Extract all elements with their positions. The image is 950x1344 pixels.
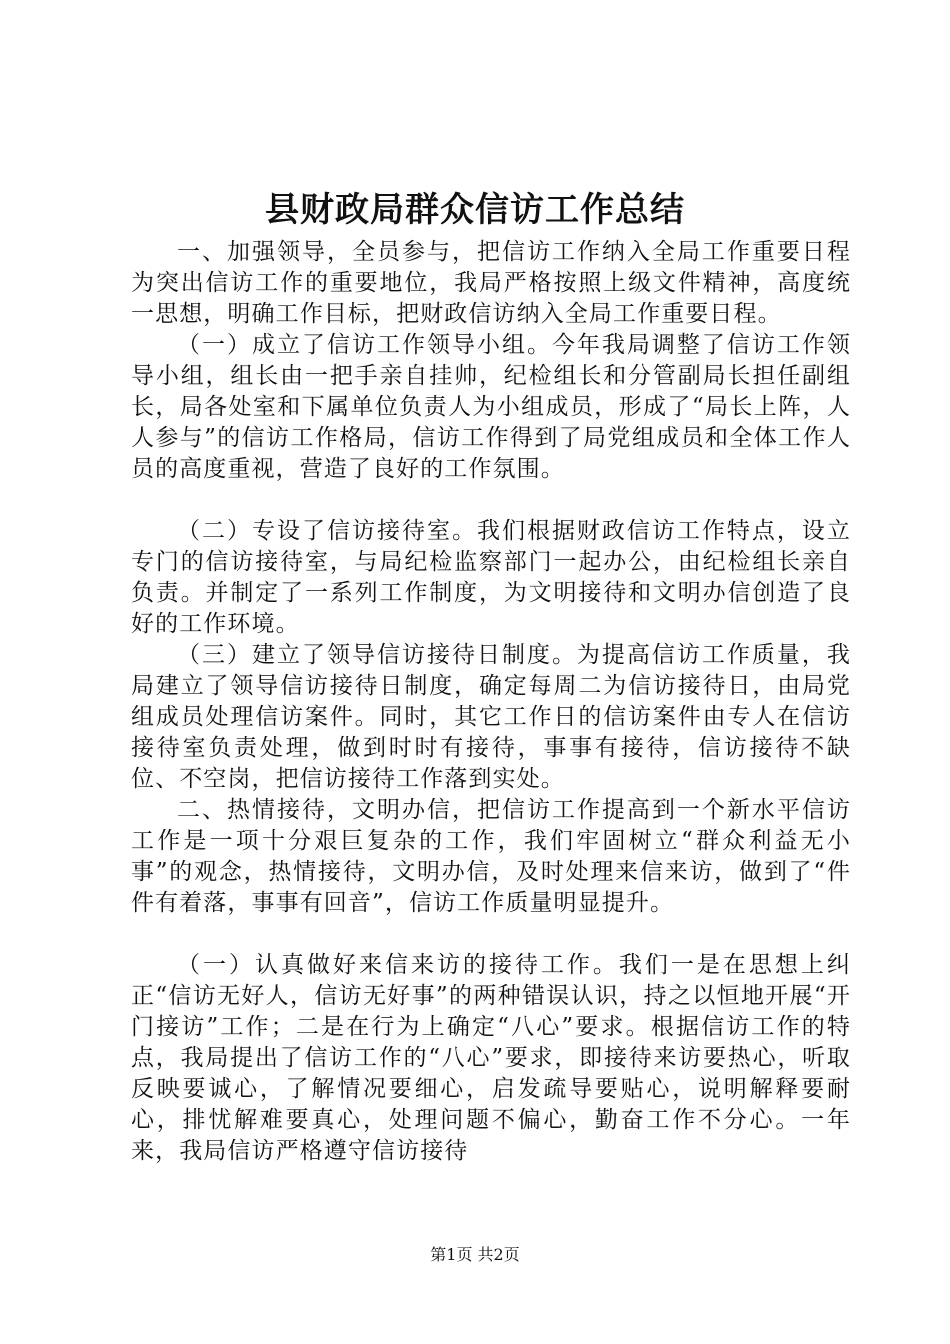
paragraph-leading-group: （一）成立了信访工作领导小组。今年我局调整了信访工作领导小组，组长由一把手亲自挂帅，纪检组长和分管副局长担任副组长，局各处室和下属单位负责人为小组成员，形成了“局长上阵，人人参与”的信访工作格局，信访工作得到了局党组成员和全体工作人员的高度重视，营造了良好的工作氛围。 xyxy=(131,332,851,482)
document-body xyxy=(131,237,851,1167)
paragraph-reception-room: （二）专设了信访接待室。我们根据财政信访工作特点，设立专门的信访接待室，与局纪检监察部门一起办公，由纪检组长亲自负责。并制定了一系列工作制度，为文明接待和文明办信创造了良好的工作环境。 xyxy=(131,518,851,637)
paragraph-reception-day: （三）建立了领导信访接待日制度。为提高信访工作质量，我局建立了领导信访接待日制度，确定每周二为信访接待日，由局党组成员处理信访案件。同时，其它工作日的信访案件由专人在信访接待室负责处理，做到时时有接待，事事有接待，信访接待不缺位、不空岗，把信访接待工作落到实处。 xyxy=(131,642,851,792)
document-title: 县财政局群众信访工作总结 xyxy=(265,190,685,230)
paragraph-reception-work: （一）认真做好来信来访的接待工作。我们一是在思想上纠正“信访无好人，信访无好事”的两种错误认识，持之以恒地开展“开门接访”工作；二是在行为上确定“八心”要求。根据信访工作的特点，我局提出了信访工作的“八心”要求，即接待来访要热心，听取反映要诚心，了解情况要细心，启发疏导要贴心，说明解释要耐心，排忧解难要真心，处理问题不偏心，勤奋工作不分心。一年来，我局信访严格遵守信访接待 xyxy=(131,952,851,1164)
paragraph-section-two: 二、热情接待，文明办信，把信访工作提高到一个新水平信访工作是一项十分艰巨复杂的工作，我们牢固树立“群众利益无小事”的观念，热情接待，文明办信，及时处理来信来访，做到了“件件有着落，事事有回音”，信访工作质量明显提升。 xyxy=(131,797,851,916)
paragraph-section-one: 一、加强领导，全员参与，把信访工作纳入全局工作重要日程为突出信访工作的重要地位，我局严格按照上级文件精神，高度统一思想，明确工作目标，把财政信访纳入全局工作重要日程。 xyxy=(131,239,851,327)
page-number-footer: 第1页 共2页 xyxy=(430,1245,520,1264)
